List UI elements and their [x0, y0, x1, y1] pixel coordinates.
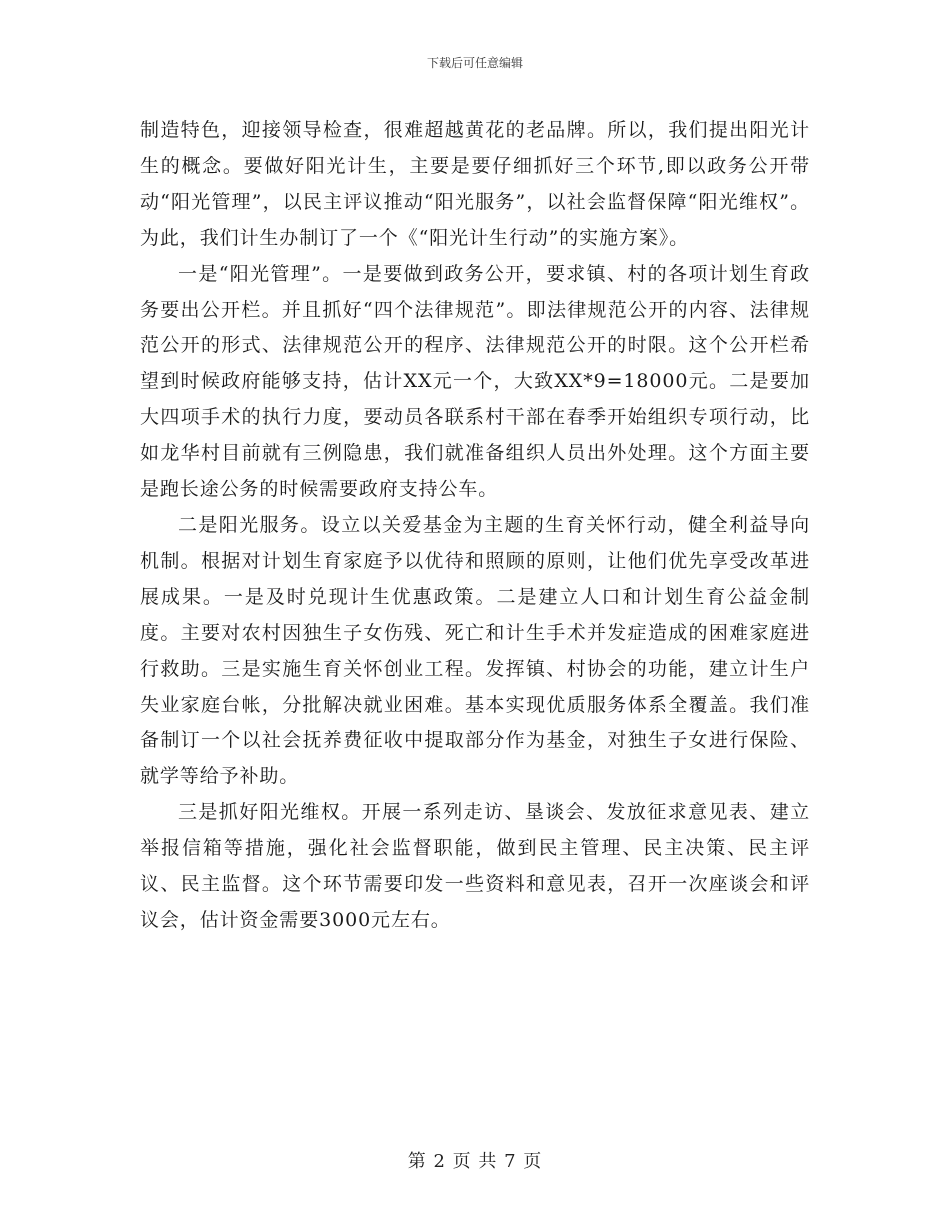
- page-footer: 第 2 页 共 7 页: [407, 1151, 543, 1172]
- paragraph-3: 二是阳光服务。设立以关爱基金为主题的生育关怀行动，健全利益导向机制。根据对计划生育家庭予以优待和照顾的原则，让他们优先享受改革进展成果。一是及时兑现计生优惠政策。二是建立人口和计划生育公益金制度。主要对农村因独生子女伤残、死亡和计生手术并发症造成的困难家庭进行救助。三是实施生育关怀创业工程。发挥镇、村协会的功能，建立计生户失业家庭台帐，分批解决就业困难。基本实现优质服务体系全覆盖。我们准备制订一个以社会抚养费征收中提取部分作为基金，对独生子女进行保险、就学等给予补助。: [140, 513, 810, 788]
- document-body: [140, 113, 810, 939]
- paragraph-2: 一是“阳光管理”。一是要做到政务公开，要求镇、村的各项计划生育政务要出公开栏。并且抓好“四个法律规范”。即法律规范公开的内容、法律规范公开的形式、法律规范公开的程序、法律规范公开的时限。这个公开栏希望到时候政府能够支持，估计XX元一个，大致XX*9=18000元。二是要加大四项手术的执行力度，要动员各联系村干部在春季开始组织专项行动，比如龙华村目前就有三例隐患，我们就准备组织人员出外处理。这个方面主要是跑长途公务的时候需要政府支持公车。: [140, 262, 810, 501]
- page-header: 下载后可任意编辑: [426, 56, 523, 70]
- paragraph-4: 三是抓好阳光维权。开展一系列走访、垦谈会、发放征求意见表、建立举报信箱等措施，强化社会监督职能，做到民主管理、民主决策、民主评议、民主监督。这个环节需要印发一些资料和意见表，召开一次座谈会和评议会，估计资金需要3000元左右。: [140, 801, 810, 931]
- paragraph-1: 制造特色，迎接领导检查，很难超越黄花的老品牌。所以，我们提出阳光计生的概念。要做好阳光计生，主要是要仔细抓好三个环节,即以政务公开带动“阳光管理”，以民主评议推动“阳光服务”，以社会监督保障“阳光维权”。为此，我们计生办制订了一个《“阳光计生行动”的实施方案》。: [140, 119, 810, 249]
